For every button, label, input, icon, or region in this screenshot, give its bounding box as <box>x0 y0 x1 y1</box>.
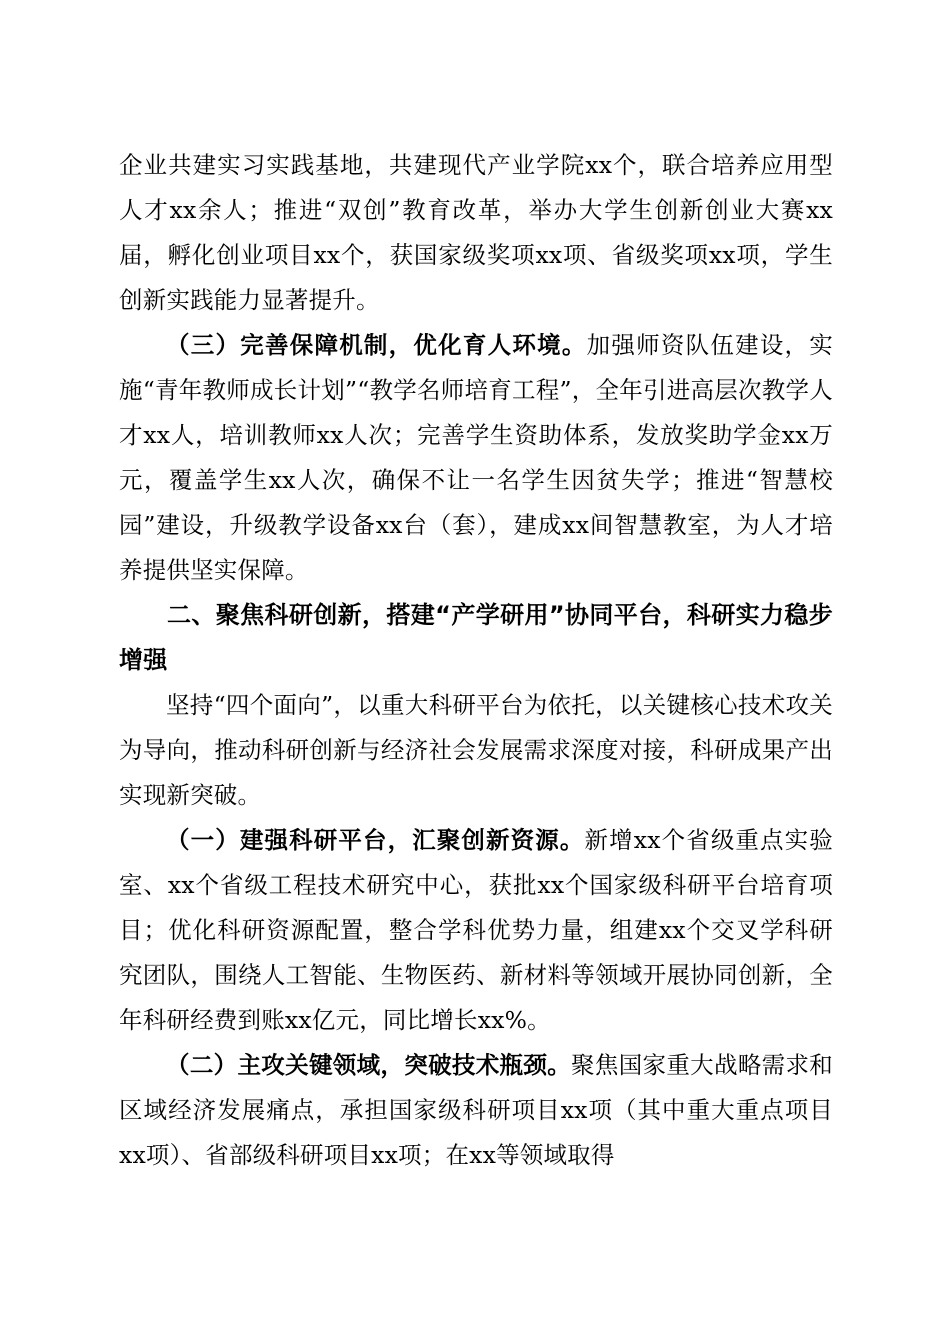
paragraph-intro: 坚持“四个面向”，以重大科研平台为依托，以关键核心技术攻关为导向，推动科研创新与经济社会发展需求深度对接，科研成果产出实现新突破。 <box>119 691 833 809</box>
subheading-section-2: （二）主攻关键领域，突破技术瓶颈。 <box>166 1051 572 1079</box>
paragraph-section-3-body: 加强师资队伍建设，实施“青年教师成长计划”“教学名师培育工程”，全年引进高层次教学人才xx人，培训教师xx人次；完善学生资助体系，发放奖助学金xx万元，覆盖学生xx人次，确保不让一名学生因贫失学；推进“智慧校园”建设，升级教学设备xx台（套），建成xx间智慧教室，为人才培养提供坚实保障。 <box>119 331 834 584</box>
subheading-section-3: （三）完善保障机制，优化育人环境。 <box>166 331 587 359</box>
document-body <box>119 143 833 1178</box>
subheading-section-1: （一）建强科研平台，汇聚创新资源。 <box>166 826 585 854</box>
heading-part-2: 二、聚焦科研创新，搭建“产学研用”协同平台，科研实力稳步增强 <box>119 601 833 674</box>
paragraph-continuation: 企业共建实习实践基地，共建现代产业学院xx个，联合培养应用型人才xx余人；推进“双创”教育改革，举办大学生创新创业大赛xx届，孵化创业项目xx个，获国家级奖项xx项、省级奖项xx项，学生创新实践能力显著提升。 <box>119 151 833 314</box>
paragraph-section-2 <box>119 1043 833 1178</box>
paragraph-section-3 <box>119 323 833 593</box>
paragraph-section-2-body: 聚焦国家重大战略需求和区域经济发展痛点，承担国家级科研项目xx项（其中重大重点项目xx项）、省部级科研项目xx项；在xx等领域取得 <box>119 1051 834 1169</box>
paragraph-section-1 <box>119 818 833 1043</box>
paragraph-section-1-body: 新增xx个省级重点实验室、xx个省级工程技术研究中心，获批xx个国家级科研平台培育项目；优化科研资源配置，整合学科优势力量，组建xx个交叉学科研究团队，围绕人工智能、生物医药、新材料等领域开展协同创新，全年科研经费到账xx亿元，同比增长xx%。 <box>119 826 833 1034</box>
